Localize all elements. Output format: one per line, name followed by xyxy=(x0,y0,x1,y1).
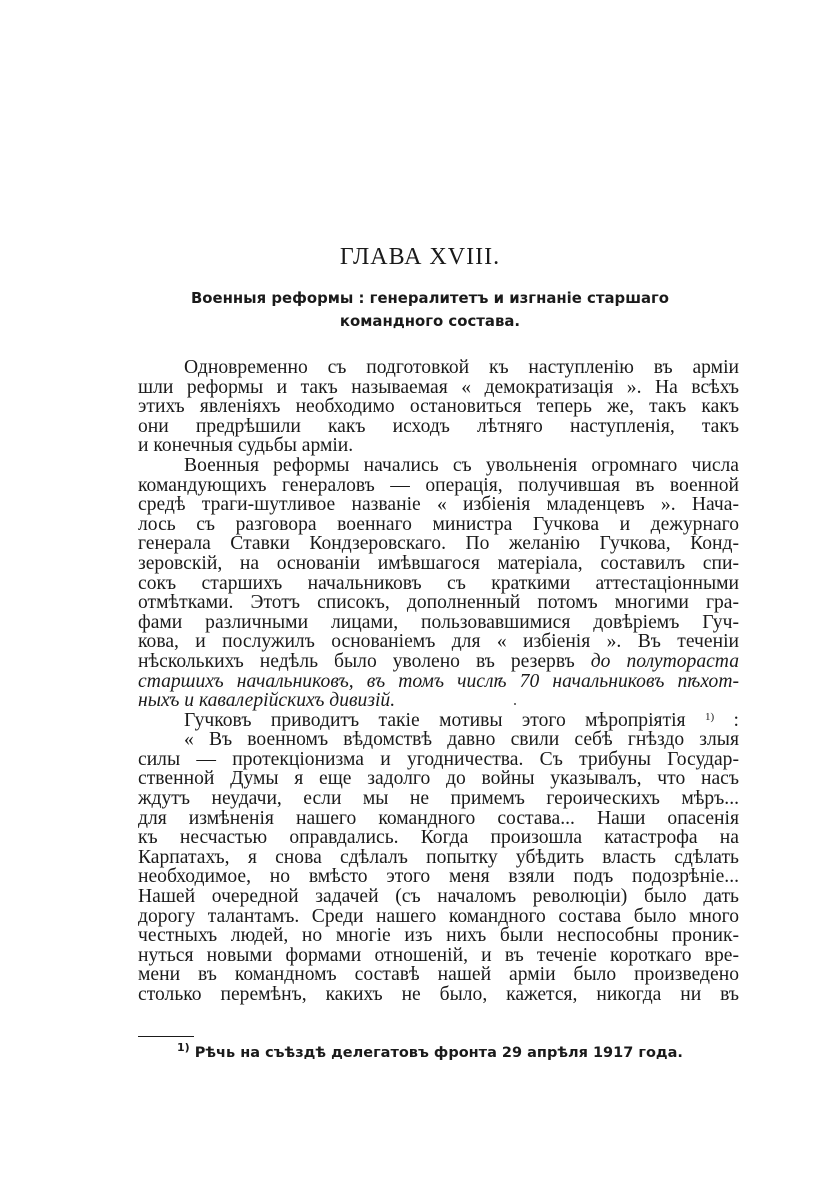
body-line: нуться новыми формами отношеній, и въ теченіе короткаго вре- xyxy=(138,944,739,966)
body-line: силы — протекціонизма и угодничества. Съ трибуны Государ- xyxy=(138,748,739,770)
body-line: ждутъ неудачи, если мы не примемъ героическихъ мѣръ... xyxy=(138,788,739,810)
body-line-plain: нѣсколькихъ недѣль было уволено въ резервъ xyxy=(138,650,575,672)
colon: : xyxy=(733,709,739,731)
body-line: фами различными лицами, пользовавшимися довѣріемъ Гуч- xyxy=(138,611,739,633)
footnote-text: Рѣчь на съѣздѣ делегатовъ фронта 29 апрѣля 1917 года. xyxy=(194,1045,683,1061)
body-line: Карпатахъ, я снова сдѣлалъ попытку убѣдить власть сдѣлать xyxy=(138,846,739,868)
body-line: зеровскій, на основаніи имѣвшагося матеріала, составилъ спи- xyxy=(138,552,739,574)
body-line: къ несчастью оправдались. Когда произошла катастрофа на xyxy=(138,827,739,849)
body-line: для измѣненія нашего командного состава... Наши опасенія xyxy=(138,807,739,829)
body-line: генерала Ставки Кондзеровскаго. По желанію Гучкова, Конд- xyxy=(138,533,739,555)
body-line: дорогу талантамъ. Среди нашего командного состава было много xyxy=(138,905,739,927)
body-line: этихъ явленіяхъ необходимо остановиться теперь же, такъ какъ xyxy=(138,396,739,418)
body-line: отмѣтками. Этотъ списокъ, дополненный потомъ многими гра- xyxy=(138,592,739,614)
body-line-mixed xyxy=(138,652,739,672)
body-line: Военныя реформы начались съ увольненія огромнаго числа xyxy=(184,454,739,476)
footnote-reference[interactable]: 1) xyxy=(704,710,715,723)
body-line-text: Гучковъ приводитъ такіе мотивы этого мѣропріятія xyxy=(184,709,686,731)
body-line: шли реформы и такъ называемая « демократизація ». На всѣхъ xyxy=(138,376,739,398)
chapter-title: ГЛАВА XVIII. xyxy=(339,244,501,270)
body-line-italic: старшихъ начальниковъ, въ томъ числѣ 70 начальниковъ пѣхот- xyxy=(138,670,739,692)
chapter-subtitle xyxy=(171,287,689,333)
body-text xyxy=(138,358,739,1005)
body-line: и конечныя судьбы арміи. xyxy=(138,435,354,457)
body-line: командующихъ генераловъ — операція, получившая въ военной xyxy=(138,474,739,496)
body-line: они предрѣшили какъ исходъ лѣтняго наступленія, такъ xyxy=(138,415,739,437)
subtitle-line-2: командного состава. xyxy=(339,312,521,330)
body-line: честныхъ людей, но многіе изъ нихъ были неспособны проник- xyxy=(138,925,739,947)
body-line: кова, и послужилъ основаніемъ для « избіенія ». Въ теченіи xyxy=(138,631,739,653)
subtitle-line-1: Военныя реформы : генералитетъ и изгнаніе старшаго xyxy=(190,289,670,307)
footnote-divider xyxy=(138,1036,194,1037)
footnote-marker: 1) xyxy=(177,1041,190,1054)
body-line: « Въ военномъ вѣдомствѣ давно свили себѣ гнѣздо злыя xyxy=(184,729,739,751)
body-line: Одновременно съ подготовкой къ наступленію въ арміи xyxy=(184,357,739,378)
body-line: лось съ разговора военнаго министра Гучкова и дежурнаго xyxy=(138,513,739,535)
body-line: ственной Думы я еще задолго до войны указывалъ, что насъ xyxy=(138,768,739,790)
body-line: необходимое, но вмѣсто этого меня взяли подъ подозрѣніе... xyxy=(138,866,739,888)
body-line: столько перемѣнъ, какихъ не было, кажется, никогда ни въ xyxy=(138,984,739,1005)
body-line: мени въ командномъ составѣ нашей арміи было произведено xyxy=(138,964,739,986)
body-line: сокъ старшихъ начальниковъ съ краткими аттестаціонными xyxy=(138,572,739,594)
print-speck xyxy=(514,703,516,705)
body-line: средѣ траги-шутливое названіе « избіенія младенцевъ ». Нача- xyxy=(138,494,739,516)
footnote xyxy=(177,1043,683,1063)
body-line-italic: до полутораста xyxy=(590,650,739,672)
body-line-with-footnote xyxy=(138,711,739,731)
body-line: Нашей очередной задачей (съ началомъ революціи) было дать xyxy=(138,886,739,908)
body-line-italic: ныхъ и кавалерійскихъ дивизій. xyxy=(138,690,396,712)
